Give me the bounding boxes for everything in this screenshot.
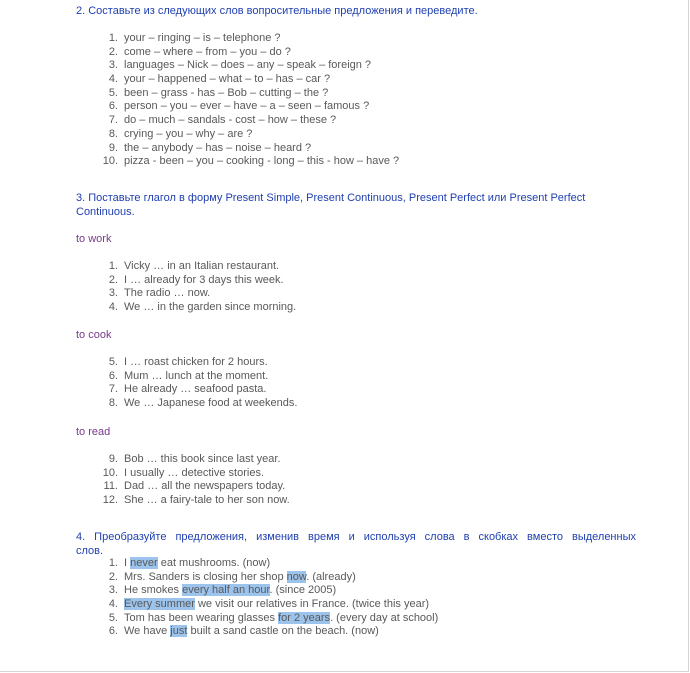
list-item: 1. I never eat mushrooms. (now) [108,557,271,569]
list-item: 2. I … already for 3 days this week. [108,273,284,286]
highlighted-word: just [170,625,188,638]
verb-label-read: to read [76,426,111,438]
list-item: 5. been – grass - has – Bob – cutting – the ? [108,86,329,99]
list-item: 5. I … roast chicken for 2 hours. [108,356,268,368]
list-item: 9. the – anybody – has – noise – heard ? [108,141,312,154]
list-item: 10. pizza - been – you – cooking - long – this - how – have ? [102,155,400,168]
highlighted-word: for 2 years [278,611,331,624]
list-item: 12. She … a fairy-tale to her son now. [102,494,290,507]
list-item: 2. Mrs. Sanders is closing her shop now. (already) [108,570,356,583]
list-item: 8. crying – you – why – are ? [108,127,253,140]
task2-heading: 2. Составьте из следующих слов вопросительные предложения и переведите. [76,5,478,17]
list-item: 5. Tom has been wearing glasses for 2 years. (every day at school) [108,611,439,624]
list-item: 1. your – ringing – is – telephone ? [108,32,281,44]
task3-list-work [94,260,296,315]
list-item: 3. The radio … now. [108,287,211,300]
verb-label-cook: to cook [76,329,112,341]
highlighted-word: every half an hour [182,584,270,597]
list-item: 8. We … Japanese food at weekends. [108,397,298,410]
highlighted-word: now [286,570,307,583]
list-item: 3. languages – Nick – does – any – speak – foreign ? [108,59,372,72]
list-item: 6. person – you – ever – have – a – seen – famous ? [108,100,370,113]
list-item: 7. He already … seafood pasta. [108,383,267,396]
list-item: 7. do – much – sandals - cost – how – these ? [108,114,337,127]
list-item: 4. We … in the garden since morning. [108,301,297,314]
verb-label-work: to work [76,233,112,245]
task4-list [94,557,438,639]
list-item: 1. Vicky … in an Italian restaurant. [108,260,280,272]
task4-heading: 4. Преобразуйте предложения, изменив время и используя слова в скобках вместо выделенных слов. [76,531,636,557]
list-item: 10. I usually … detective stories. [102,466,265,479]
highlighted-word: Every summer [124,598,195,611]
list-item: 4. Every summer we visit our relatives in France. (twice this year) [108,598,430,611]
list-item: 2. come – where – from – you – do ? [108,45,291,58]
task3-list-read [94,453,290,508]
highlighted-word: never [130,557,158,569]
list-item: 6. We have just built a sand castle on the beach. (now) [108,625,379,638]
task2-list [94,32,399,169]
list-item: 11. Dad … all the newspapers today. [103,480,286,493]
list-item: 6. Mum … lunch at the moment. [108,369,269,382]
list-item: 9. Bob … this book since last year. [108,453,281,465]
list-item: 4. your – happened – what – to – has – car ? [108,73,331,86]
list-item: 3. He smokes every half an hour. (since 2005) [108,584,337,597]
task3-list-cook [94,356,297,411]
task3-heading: 3. Поставьте глагол в форму Present Simple, Present Continuous, Present Perfect или Present Perfect Continuous. [76,192,586,218]
